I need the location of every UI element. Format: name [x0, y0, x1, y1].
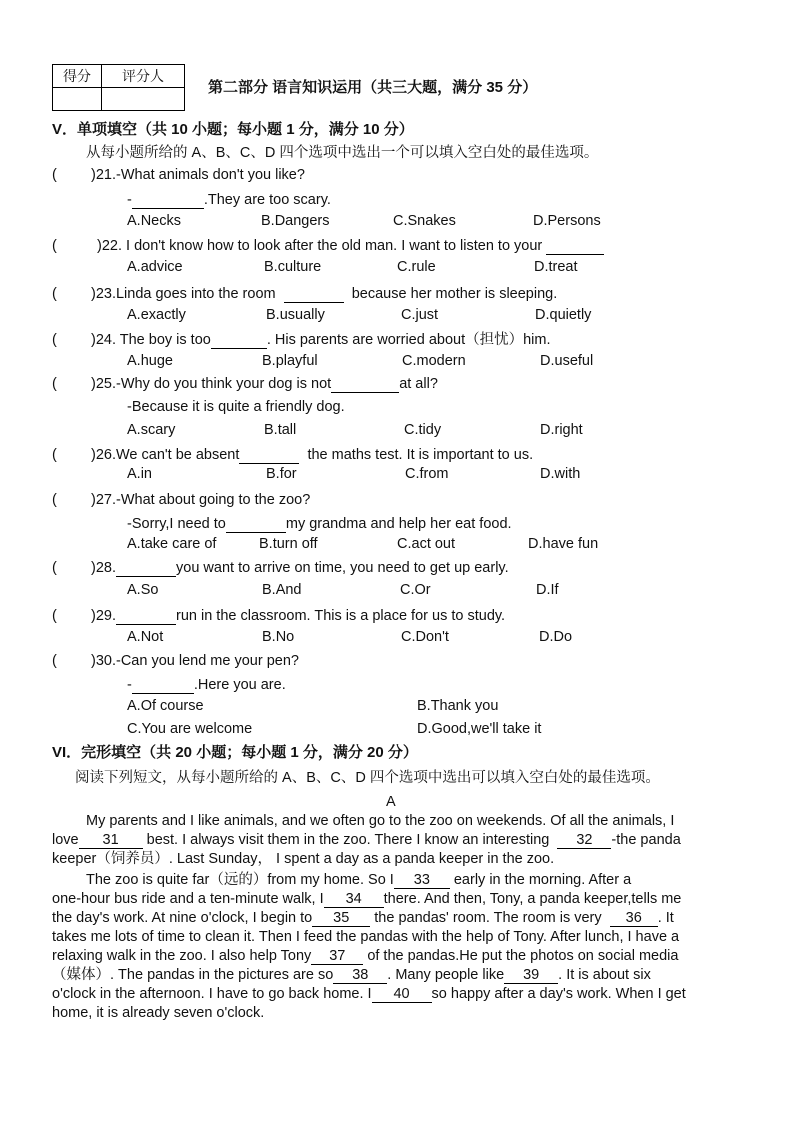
blank	[239, 447, 299, 464]
question-line: -Because it is quite a friendly dog.	[127, 399, 345, 415]
blank	[331, 376, 399, 393]
answer-paren[interactable]: (	[52, 560, 57, 576]
option-b[interactable]: B.tall	[264, 422, 297, 438]
option-a[interactable]: A.advice	[127, 259, 183, 275]
blank	[116, 560, 176, 577]
passage-label: A	[386, 794, 396, 810]
section-5-title: V．单项填空（共 10 小题；每小题 1 分，满分 10 分）	[52, 121, 414, 138]
option-a[interactable]: A.take care of	[127, 536, 217, 552]
blank-31[interactable]: 31	[79, 832, 143, 849]
stem-text: .They are too scary.	[203, 192, 331, 208]
option-b[interactable]: B.turn off	[259, 536, 318, 552]
option-c[interactable]: C.rule	[397, 259, 436, 275]
passage-text: （媒体）. The pandas in the pictures are so	[52, 967, 334, 983]
answer-paren[interactable]: (	[52, 608, 57, 624]
section-5-instructions: 从每小题所给的 A、B、C、D 四个选项中选出一个可以填入空白处的最佳选项。	[86, 145, 599, 161]
question-stem: run in the classroom. This is a place for us to study.	[176, 608, 506, 624]
passage-text: love	[52, 832, 79, 848]
passage-text: o'clock in the afternoon. I have to go back home. I	[52, 986, 372, 1002]
blank	[132, 677, 194, 694]
blank-32[interactable]: 32	[557, 832, 611, 849]
answer-paren[interactable]: (	[52, 492, 57, 508]
question-line	[127, 191, 331, 209]
blank-33[interactable]: 33	[394, 872, 450, 889]
question-line: -Sorry,I need to	[127, 516, 226, 532]
question-stem: you want to arrive on time, you need to get up early.	[176, 560, 509, 576]
blank	[284, 286, 344, 303]
question-stem: )24. The boy is too	[91, 332, 211, 348]
answer-paren[interactable]: (	[52, 653, 57, 669]
option-d[interactable]: D.Do	[539, 629, 573, 645]
score-table	[52, 64, 185, 111]
blank	[132, 192, 204, 209]
score-header: 得分	[53, 65, 102, 88]
option-b[interactable]: B.No	[262, 629, 295, 645]
question-stem: )25.-Why do you think your dog is not	[91, 376, 332, 392]
score-cell[interactable]	[53, 88, 102, 111]
blank	[546, 238, 604, 255]
option-d[interactable]: D.right	[540, 422, 583, 438]
blank-34[interactable]: 34	[324, 891, 384, 908]
blank-39[interactable]: 39	[504, 967, 558, 984]
option-a[interactable]: A.huge	[127, 353, 173, 369]
dash: -	[127, 677, 132, 693]
part-title: 第二部分 语言知识运用（共三大题，满分 35 分）	[208, 79, 538, 96]
option-d[interactable]: D.treat	[534, 259, 578, 275]
passage-text: . It	[657, 910, 674, 926]
option-d[interactable]: D.with	[540, 466, 581, 482]
blank-40[interactable]: 40	[372, 986, 432, 1003]
passage-line: takes me lots of time to clean it. Then I feed the pandas with the help of Tony. After lunch, I have a	[52, 929, 680, 945]
passage-text: best. I always visit them in the zoo. There I know an interesting	[146, 832, 550, 848]
option-b[interactable]: B.for	[266, 466, 297, 482]
dash: -	[127, 192, 132, 208]
option-c[interactable]: C.modern	[402, 353, 466, 369]
option-b[interactable]: B.culture	[264, 259, 322, 275]
blank	[226, 516, 286, 533]
option-a[interactable]: A.scary	[127, 422, 176, 438]
section-6-title: VI．完形填空（共 20 小题；每小题 1 分，满分 20 分）	[52, 744, 418, 761]
option-c[interactable]: C.tidy	[404, 422, 442, 438]
option-d[interactable]: D.Persons	[533, 213, 601, 229]
blank-35[interactable]: 35	[312, 910, 370, 927]
passage-text: so happy after a day's work. When I get	[431, 986, 686, 1002]
passage-text: . Many people like	[387, 967, 505, 983]
answer-paren[interactable]: (	[52, 376, 57, 392]
passage-text: . It is about six	[558, 967, 651, 983]
passage-text: early in the morning. After a	[453, 872, 632, 888]
option-a[interactable]: A.Not	[127, 629, 164, 645]
passage-line: home, it is already seven o'clock.	[52, 1005, 265, 1021]
option-a[interactable]: A.in	[127, 466, 152, 482]
passage-line: My parents and I like animals, and we often go to the zoo on weekends. Of all the animals, I	[86, 813, 675, 829]
passage-text: relaxing walk in the zoo. I also help Tony	[52, 948, 312, 964]
option-c[interactable]: C.Snakes	[393, 213, 456, 229]
option-d[interactable]: D.Good,we'll take it	[417, 721, 542, 737]
option-d[interactable]: D.useful	[540, 353, 594, 369]
blank	[211, 332, 267, 349]
question-stem: )27.-What about going to the zoo?	[91, 492, 311, 508]
option-a[interactable]: A.Necks	[127, 213, 181, 229]
option-c[interactable]: C.act out	[397, 536, 456, 552]
option-b[interactable]: B.playful	[262, 353, 318, 369]
blank-36[interactable]: 36	[610, 910, 658, 927]
question-stem: )26.We can't be absent	[91, 447, 240, 463]
section-6-instructions: 阅读下列短文，从每小题所给的 A、B、C、D 四个选项中选出可以填入空白处的最佳选项。	[75, 770, 660, 786]
blank-37[interactable]: 37	[311, 948, 363, 965]
passage-text: the pandas' room. The room is very	[374, 910, 602, 926]
passage-text: The zoo is quite far（远的）from my home. So I	[86, 872, 394, 888]
option-c[interactable]: C.Or	[400, 582, 431, 598]
question-stem: . His parents are worried about（担忧）him.	[266, 332, 551, 348]
answer-paren[interactable]: (	[52, 238, 57, 254]
answer-paren[interactable]: (	[52, 167, 57, 183]
question-stem: )23.Linda goes into the room	[91, 286, 276, 302]
answer-paren[interactable]: (	[52, 447, 57, 463]
passage-line: keeper（饲养员）. Last Sunday， I spent a day as a panda keeper in the zoo.	[52, 851, 555, 867]
question-stem: because her mother is sleeping.	[351, 286, 558, 302]
question-stem: )22. I don't know how to look after the old man. I want to listen to your	[97, 238, 543, 254]
answer-paren[interactable]: (	[52, 286, 57, 302]
question-line: my grandma and help her eat food.	[285, 516, 512, 532]
passage-text: -the panda	[611, 832, 681, 848]
question-stem: )21.-What animals don't you like?	[91, 167, 305, 183]
option-d[interactable]: D.quietly	[535, 307, 592, 323]
blank	[116, 608, 176, 625]
question-line: .Here you are.	[193, 677, 286, 693]
passage-text: of the pandas.He put the photos on social media	[367, 948, 679, 964]
option-a[interactable]: A.Of course	[127, 698, 204, 714]
question-stem: at all?	[399, 376, 438, 392]
option-c[interactable]: C.from	[405, 466, 449, 482]
question-stem: )28.	[91, 560, 116, 576]
question-stem: )30.-Can you lend me your pen?	[91, 653, 299, 669]
option-c[interactable]: C.just	[401, 307, 439, 323]
passage-text: one-hour bus ride and a ten-minute walk, I	[52, 891, 324, 907]
option-a[interactable]: A.exactly	[127, 307, 186, 323]
blank-38[interactable]: 38	[333, 967, 387, 984]
passage-text: the day's work. At nine o'clock, I begin to	[52, 910, 313, 926]
option-c[interactable]: C.You are welcome	[127, 721, 253, 737]
grader-cell[interactable]	[102, 88, 185, 111]
option-b[interactable]: B.And	[262, 582, 302, 598]
option-c[interactable]: C.Don't	[401, 629, 449, 645]
question-stem: )29.	[91, 608, 116, 624]
passage-text: there. And then, Tony, a panda keeper,tells me	[383, 891, 682, 907]
option-b[interactable]: B.Thank you	[417, 698, 499, 714]
option-b[interactable]: B.usually	[266, 307, 325, 323]
question-stem: the maths test. It is important to us.	[307, 447, 534, 463]
option-a[interactable]: A.So	[127, 582, 159, 598]
grader-header: 评分人	[102, 65, 185, 88]
option-b[interactable]: B.Dangers	[261, 213, 330, 229]
option-d[interactable]: D.have fun	[528, 536, 599, 552]
option-d[interactable]: D.If	[536, 582, 559, 598]
answer-paren[interactable]: (	[52, 332, 57, 348]
